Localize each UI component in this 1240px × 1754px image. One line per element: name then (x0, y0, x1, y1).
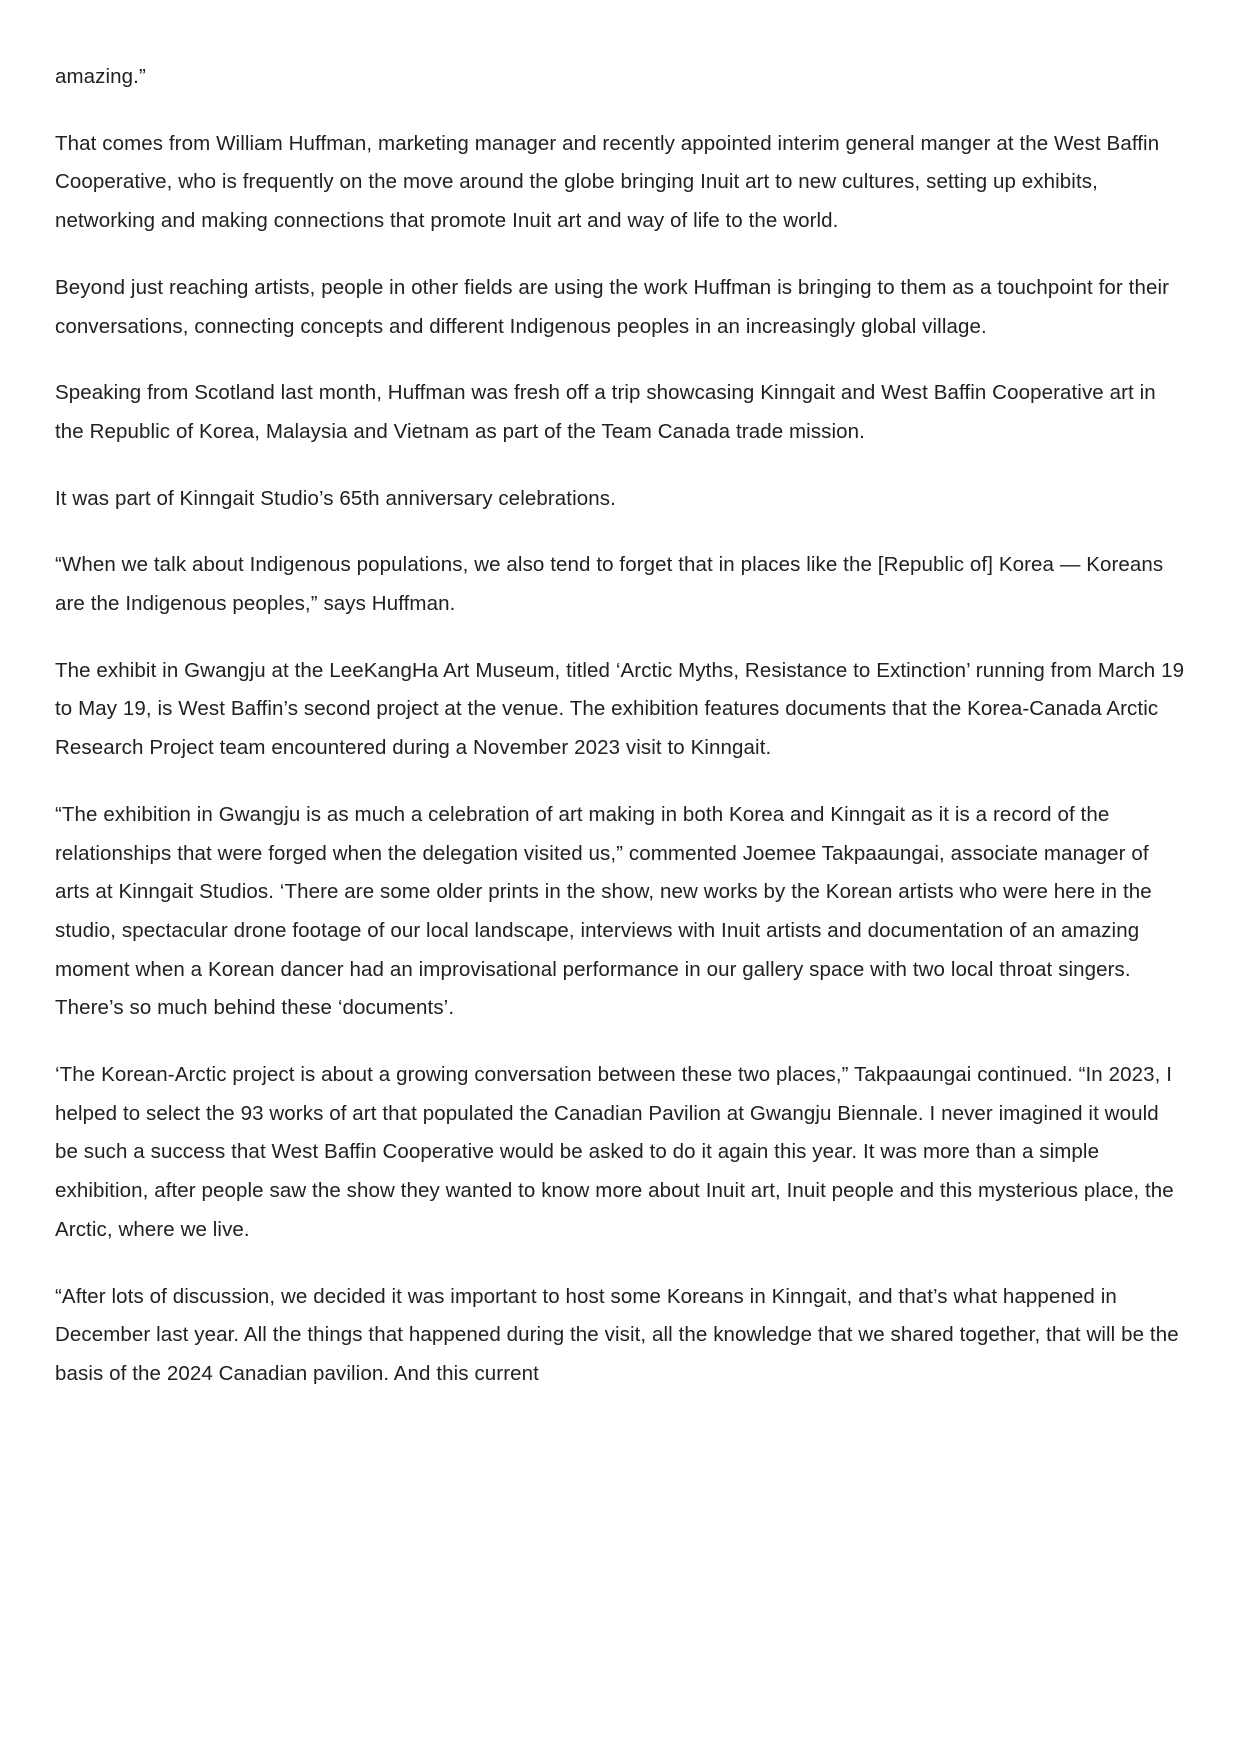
article-paragraph: “When we talk about Indigenous populations, we also tend to forget that in places like the [Republic of] Korea — Koreans are the Indigenous peoples,” says Huffman. (55, 553, 1164, 616)
article-paragraph: “After lots of discussion, we decided it was important to host some Koreans in Kinngait, and that’s what happened in December last year. All the things that happened during the visit, all the knowledge that we shared together, that will be the basis of the 2024 Canadian pavilion. And this current (55, 1284, 1179, 1385)
article-paragraph: amazing.” (55, 65, 146, 88)
article-paragraph: Speaking from Scotland last month, Huffman was fresh off a trip showcasing Kinngait and West Baffin Cooperative art in the Republic of Korea, Malaysia and Vietnam as part of the Team Canada trade mission. (55, 381, 1156, 443)
article-paragraph: Beyond just reaching artists, people in other fields are using the work Huffman is bringing to them as a touchpoint for their conversations, connecting concepts and different Indigenous peoples in an increasingly global village. (55, 275, 1170, 338)
article-paragraph: ‘The Korean-Arctic project is about a growing conversation between these two places,” Takpaaungai continued. “In 2023, I helped to select the 93 works of art that populated the Canadian Pavilion at Gwangju Biennale. I never imagined it would be such a success that West Baffin Cooperative would be asked to do it again this year. It was more than a simple exhibition, after people saw the show they wanted to know more about Inuit art, Inuit people and this mysterious place, the Arctic, where we live. (55, 1063, 1174, 1241)
article-paragraph: That comes from William Huffman, marketing manager and recently appointed interim general manger at the West Baffin Cooperative, who is frequently on the move around the globe bringing Inuit art to new cultures, setting up exhibits, networking and making connections that promote Inuit art and way of life to the world. (55, 131, 1160, 233)
article-paragraph: The exhibit in Gwangju at the LeeKangHa Art Museum, titled ‘Arctic Myths, Resistance to Extinction’ running from March 19 to May 19, is West Baffin’s second project at the venue. The exhibition features documents that the Korea-Canada Arctic Research Project team encountered during a November 2023 visit to Kinngait. (55, 658, 1185, 760)
article-paragraph: “The exhibition in Gwangju is as much a celebration of art making in both Korea and Kinngait as it is a record of the relationships that were forged when the delegation visited us,” commented Joemee Takpaaungai, associate manager of arts at Kinngait Studios. ‘There are some older prints in the show, new works by the Korean artists who were here in the studio, spectacular drone footage of our local landscape, interviews with Inuit artists and documentation of an amazing moment when a Korean dancer had an improvisational performance in our gallery space with two local throat singers. There’s so much behind these ‘documents’. (55, 802, 1152, 1020)
article-paragraph: It was part of Kinngait Studio’s 65th anniversary celebrations. (55, 486, 616, 510)
